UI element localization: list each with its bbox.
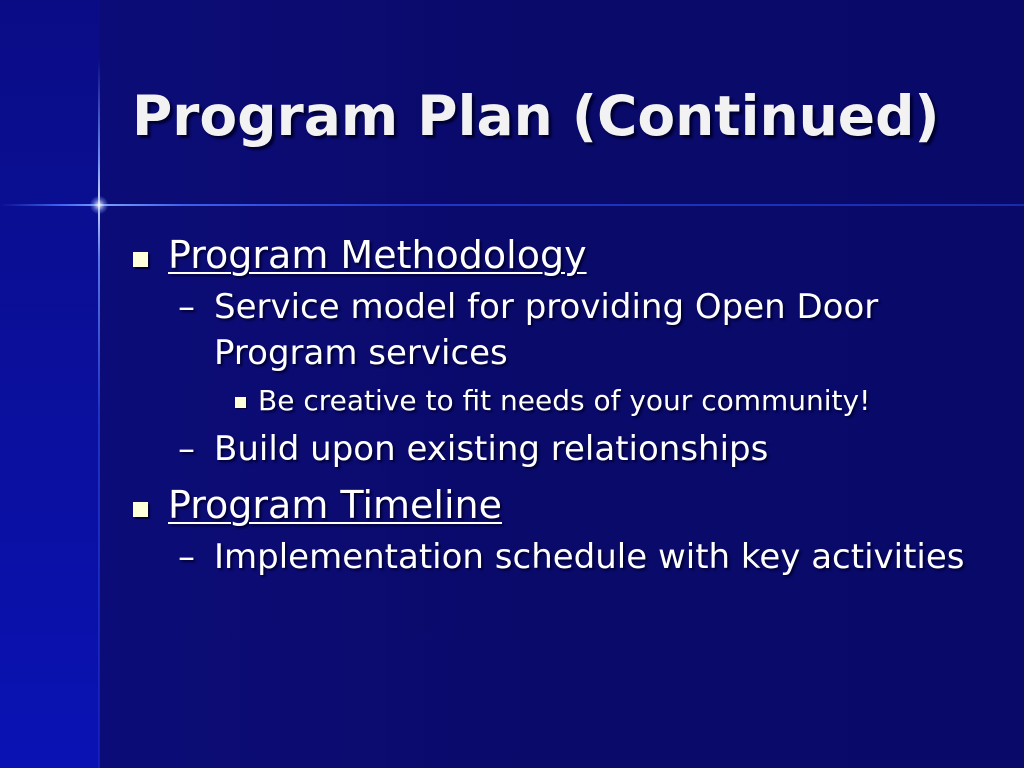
dash-bullet: – — [178, 287, 195, 327]
small-square-bullet-icon — [235, 397, 246, 408]
dash-bullet: – — [178, 429, 195, 469]
vertical-accent-line — [98, 60, 100, 768]
sub-list-item-text: Be creative to fit needs of your community! — [258, 384, 871, 417]
line-intersection-glow — [90, 196, 108, 214]
section-heading-text: Program Timeline — [168, 483, 502, 527]
list-item-text: Implementation schedule with key activities — [214, 537, 965, 577]
list-item-text: Build upon existing relationships — [214, 429, 769, 469]
square-bullet-icon — [133, 502, 148, 517]
section-heading-timeline — [130, 478, 980, 532]
section-heading-text: Program Methodology — [168, 233, 587, 277]
list-item — [130, 284, 980, 376]
list-item-text: Service model for providing Open Door Program services — [214, 287, 879, 373]
square-bullet-icon — [133, 252, 148, 267]
list-item — [130, 426, 980, 472]
sub-list-item — [130, 378, 980, 424]
slide-title: Program Plan (Continued) — [132, 84, 940, 148]
horizontal-accent-line — [0, 204, 1024, 206]
section-heading-methodology — [130, 228, 980, 282]
list-item — [130, 534, 980, 580]
slide-body — [130, 228, 980, 586]
left-band-decoration — [0, 0, 99, 768]
dash-bullet: – — [178, 537, 195, 577]
